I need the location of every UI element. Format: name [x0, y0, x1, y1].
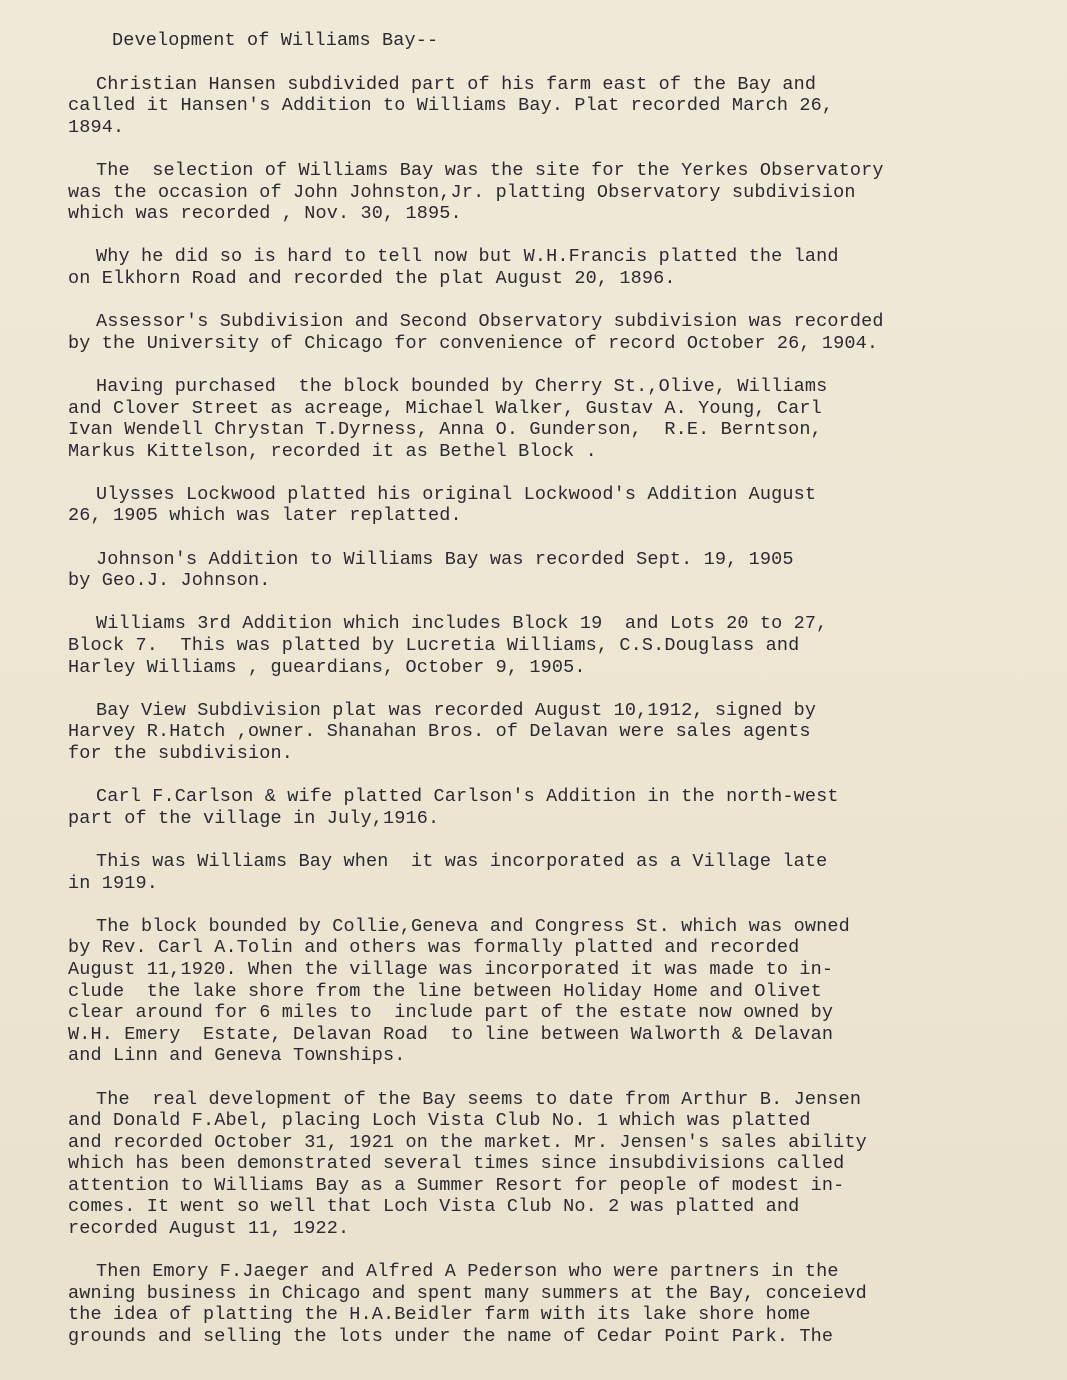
paragraph	[68, 700, 988, 765]
paragraph	[68, 74, 988, 139]
paragraph-line: Having purchased the block bounded by Cherry St.,Olive, Williams	[96, 375, 828, 397]
paragraph-line: Bay View Subdivision plat was recorded August 10,1912, signed by	[96, 699, 817, 721]
paragraph-line: The block bounded by Collie,Geneva and Congress St. which was owned	[96, 915, 850, 937]
paragraph-line: This was Williams Bay when it was incorporated as a Village late	[96, 850, 828, 872]
paragraph	[68, 376, 988, 462]
paragraph-line: Harley Williams , gueardians, October 9, 1905.	[68, 656, 586, 678]
paragraph-line: clude the lake shore from the line between Holiday Home and Olivet	[68, 980, 822, 1002]
paragraph-line: Markus Kittelson, recorded it as Bethel Block .	[68, 440, 597, 462]
paragraph-line: Ivan Wendell Chrystan T.Dyrness, Anna O. Gunderson, R.E. Berntson,	[68, 419, 822, 441]
paragraph-line: clear around for 6 miles to include part of the estate now owned by	[68, 1002, 834, 1024]
paragraph	[68, 484, 988, 527]
paragraph-line: Ulysses Lockwood platted his original Lockwood's Addition August	[96, 483, 817, 505]
paragraph	[68, 916, 988, 1067]
paragraph-line: Then Emory F.Jaeger and Alfred A Pederson who were partners in the	[96, 1261, 839, 1283]
paragraph-line: grounds and selling the lots under the name of Cedar Point Park. The	[68, 1326, 834, 1348]
paragraph-line: Williams 3rd Addition which includes Block 19 and Lots 20 to 27,	[96, 613, 828, 635]
paragraph-line: by Rev. Carl A.Tolin and others was formally platted and recorded	[68, 937, 800, 959]
paragraph-line: part of the village in July,1916.	[68, 807, 440, 829]
paragraph-line: awning business in Chicago and spent many summers at the Bay, conceievd	[68, 1282, 867, 1304]
paragraph-line: and Donald F.Abel, placing Loch Vista Club No. 1 which was platted	[68, 1110, 811, 1132]
paragraph	[68, 1261, 988, 1347]
paragraph-line: in 1919.	[68, 872, 159, 894]
paragraph-line: Block 7. This was platted by Lucretia Williams, C.S.Douglass and	[68, 635, 800, 657]
paragraph	[68, 549, 988, 592]
paragraph	[68, 246, 988, 289]
paragraph-line: W.H. Emery Estate, Delavan Road to line between Walworth & Delavan	[68, 1023, 834, 1045]
paragraph-line: and Linn and Geneva Townships.	[68, 1045, 406, 1067]
paragraph	[68, 786, 988, 829]
typewritten-text	[68, 30, 988, 1369]
paragraph-line: August 11,1920. When the village was incorporated it was made to in-	[68, 958, 834, 980]
paragraph	[68, 311, 988, 354]
paragraph-line: 1894.	[68, 116, 125, 138]
paragraph-line: and recorded October 31, 1921 on the market. Mr. Jensen's sales ability	[68, 1131, 867, 1153]
paragraph-line: Christian Hansen subdivided part of his farm east of the Bay and	[96, 73, 817, 95]
paragraph-line: comes. It went so well that Loch Vista Club No. 2 was platted and	[68, 1196, 800, 1218]
paragraph-line: The real development of the Bay seems to date from Arthur B. Jensen	[96, 1088, 862, 1110]
paragraph-line: Assessor's Subdivision and Second Observatory subdivision was recorded	[96, 311, 884, 333]
paragraph-line: for the subdivision.	[68, 743, 294, 764]
paragraph-line: called it Hansen's Addition to Williams Bay. Plat recorded March 26,	[68, 95, 834, 117]
paragraph-line: the idea of platting the H.A.Beidler farm with its lake shore home	[68, 1304, 811, 1326]
paragraph-line: Johnson's Addition to Williams Bay was recorded Sept. 19, 1905	[96, 548, 794, 570]
paragraph	[68, 851, 988, 894]
paragraph-line: on Elkhorn Road and recorded the plat August 20, 1896.	[68, 267, 676, 289]
paragraph-line: recorded August 11, 1922.	[68, 1218, 350, 1240]
paragraph-line: attention to Williams Bay as a Summer Resort for people of modest in-	[68, 1174, 845, 1196]
paragraph	[68, 1089, 988, 1240]
paragraph-line: by Geo.J. Johnson.	[68, 570, 271, 592]
paragraph-line: which was recorded , Nov. 30, 1895.	[68, 203, 462, 225]
paragraph-line: which has been demonstrated several times since insubdivisions called	[68, 1153, 845, 1175]
paragraph-list	[68, 74, 988, 1348]
paragraph-line: Carl F.Carlson & wife platted Carlson's Addition in the north-west	[96, 786, 839, 808]
paragraph-line: Harvey R.Hatch ,owner. Shanahan Bros. of Delavan were sales agents	[68, 721, 811, 743]
paragraph	[68, 160, 988, 225]
paragraph-line: was the occasion of John Johnston,Jr. platting Observatory subdivision	[68, 181, 856, 203]
document-title: Development of Williams Bay--	[112, 30, 439, 51]
paragraph-line: by the University of Chicago for convenience of record October 26, 1904.	[68, 332, 879, 354]
paragraph-line: and Clover Street as acreage, Michael Walker, Gustav A. Young, Carl	[68, 397, 822, 419]
paragraph	[68, 613, 988, 678]
paragraph-line: The selection of Williams Bay was the site for the Yerkes Observatory	[96, 159, 884, 181]
paragraph-line: 26, 1905 which was later replatted.	[68, 505, 462, 527]
paragraph-line: Why he did so is hard to tell now but W.H.Francis platted the land	[96, 246, 839, 268]
